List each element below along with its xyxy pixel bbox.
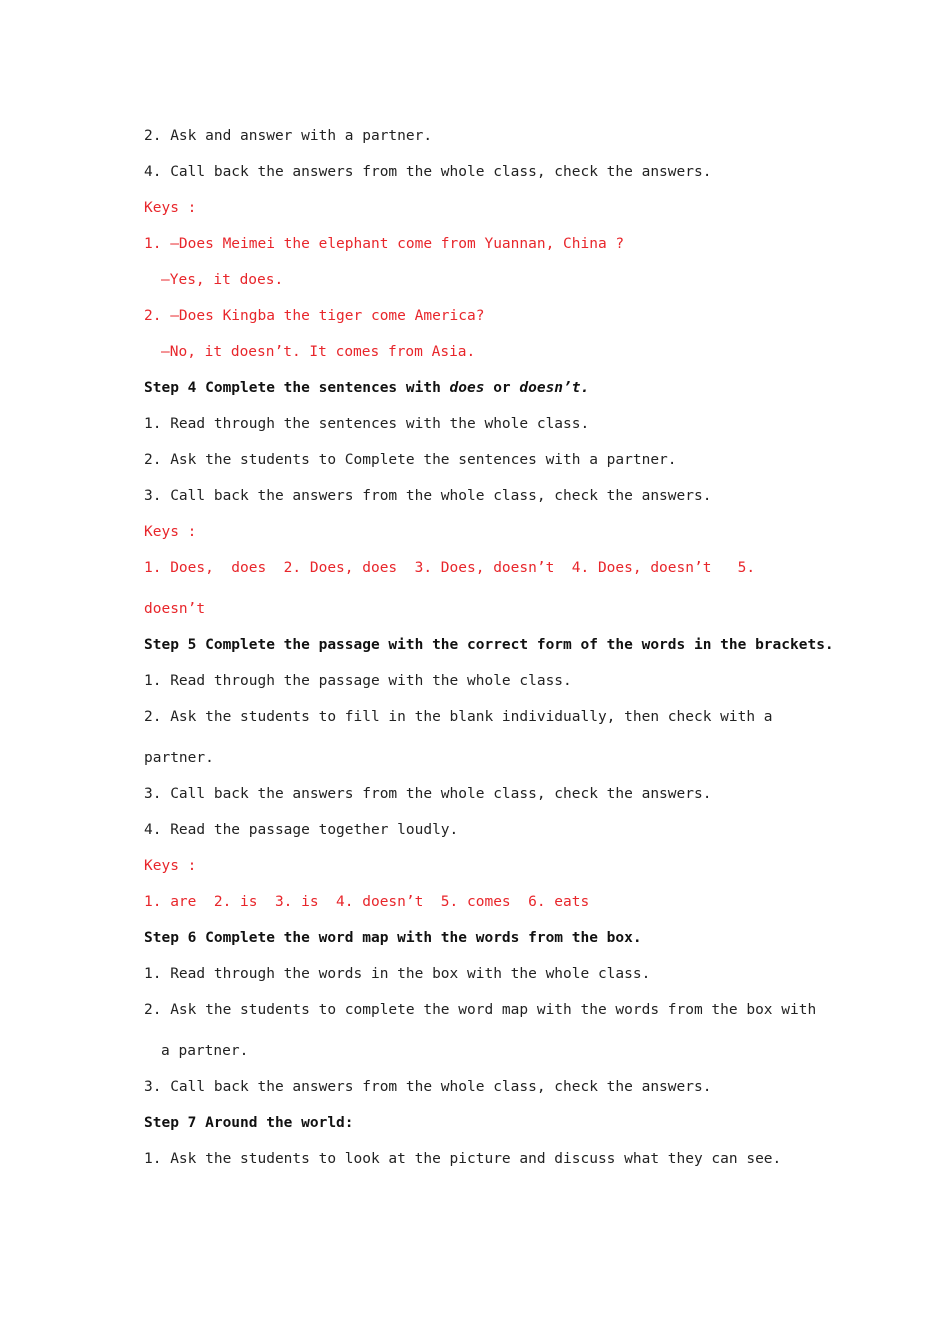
answer-line: 1. Does, does 2. Does, does 3. Does, doesn’t 4. Does, doesn’t 5. <box>144 560 756 576</box>
instruction-line: 4. Read the passage together loudly. <box>144 822 459 838</box>
keys-label: Keys : <box>144 858 197 874</box>
instruction-line: 1. Ask the students to look at the picture and discuss what they can see. <box>144 1151 782 1167</box>
instruction-line: 2. Ask the students to complete the word map with the words from the box with <box>144 1002 817 1018</box>
step-heading: Step 5 Complete the passage with the correct form of the words in the brackets. <box>144 637 834 653</box>
step-heading: Step 7 Around the world: <box>144 1115 354 1131</box>
document-page <box>144 126 834 1185</box>
keys-label: Keys : <box>144 524 197 540</box>
keys-label: Keys : <box>144 200 197 216</box>
instruction-line: 1. Read through the passage with the whole class. <box>144 673 572 689</box>
instruction-line: 4. Call back the answers from the whole class, check the answers. <box>144 164 712 180</box>
step-heading: Step 6 Complete the word map with the words from the box. <box>144 930 642 946</box>
answer-line: doesn’t <box>144 601 206 617</box>
instruction-line: 2. Ask the students to Complete the sentences with a partner. <box>144 452 677 468</box>
instruction-line: 1. Read through the sentences with the whole class. <box>144 416 590 432</box>
instruction-line: 2. Ask and answer with a partner. <box>144 128 433 144</box>
step-heading: Step 4 Complete the sentences with does or doesn’t. <box>144 380 590 396</box>
instruction-line: 1. Read through the words in the box with the whole class. <box>144 966 651 982</box>
instruction-line: 3. Call back the answers from the whole class, check the answers. <box>144 1079 712 1095</box>
answer-line: 1. —Does Meimei the elephant come from Yuannan, China ? <box>144 236 625 252</box>
instruction-line: 3. Call back the answers from the whole class, check the answers. <box>144 786 712 802</box>
answer-line: —Yes, it does. <box>161 272 284 288</box>
instruction-line: 3. Call back the answers from the whole class, check the answers. <box>144 488 712 504</box>
instruction-line: partner. <box>144 750 214 766</box>
answer-line: 1. are 2. is 3. is 4. doesn’t 5. comes 6. eats <box>144 894 590 910</box>
answer-line: —No, it doesn’t. It comes from Asia. <box>161 344 476 360</box>
instruction-line: 2. Ask the students to fill in the blank individually, then check with a <box>144 709 773 725</box>
answer-line: 2. —Does Kingba the tiger come America? <box>144 308 485 324</box>
instruction-line: a partner. <box>161 1043 249 1059</box>
